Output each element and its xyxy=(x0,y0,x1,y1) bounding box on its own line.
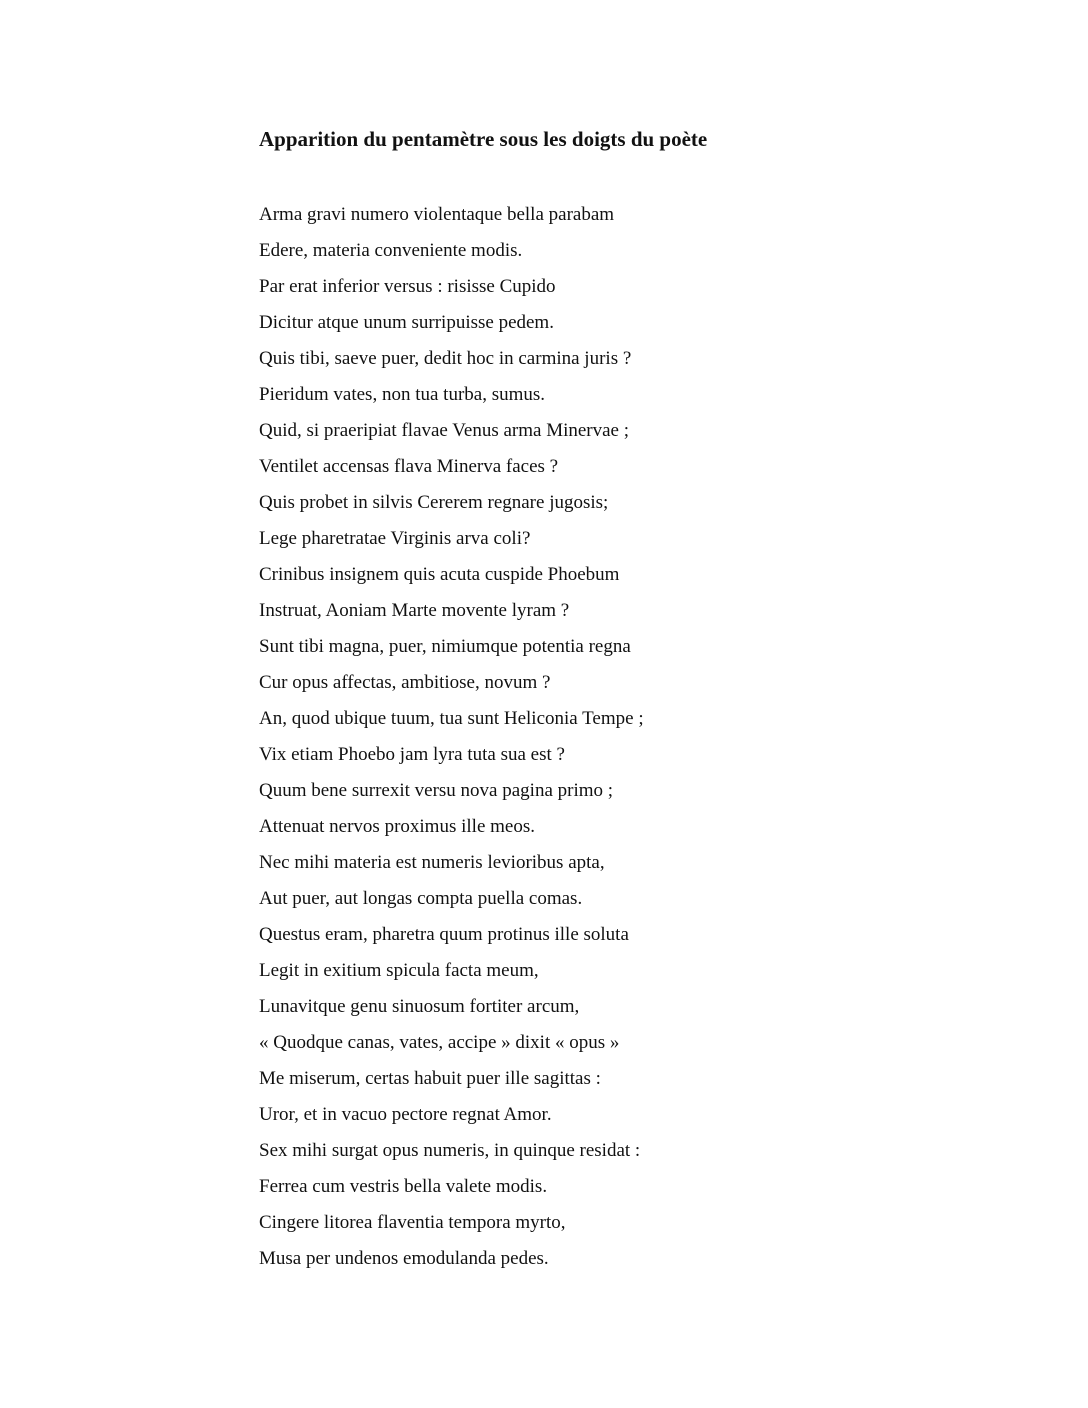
verse-line: Pieridum vates, non tua turba, sumus. xyxy=(259,384,546,405)
verse-line: Edere, materia conveniente modis. xyxy=(259,240,523,261)
verse-line: Legit in exitium spicula facta meum, xyxy=(259,960,539,981)
verse-line: Ventilet accensas flava Minerva faces ? xyxy=(259,456,559,477)
verse-line: Quis tibi, saeve puer, dedit hoc in carmina juris ? xyxy=(259,348,632,369)
verse-line: Lunavitque genu sinuosum fortiter arcum, xyxy=(259,996,580,1017)
verse-line: Sunt tibi magna, puer, nimiumque potentia regna xyxy=(259,636,631,657)
verse-line: Cur opus affectas, ambitiose, novum ? xyxy=(259,672,551,693)
verse-line: Cingere litorea flaventia tempora myrto, xyxy=(259,1212,566,1233)
poem-body xyxy=(259,197,959,1277)
verse-line: Lege pharetratae Virginis arva coli? xyxy=(259,528,531,549)
verse-line: Quid, si praeripiat flavae Venus arma Minervae ; xyxy=(259,420,630,441)
verse-line: Crinibus insignem quis acuta cuspide Phoebum xyxy=(259,564,620,585)
verse-line: Questus eram, pharetra quum protinus ille soluta xyxy=(259,924,629,945)
verse-line: Uror, et in vacuo pectore regnat Amor. xyxy=(259,1104,552,1125)
verse-line: Attenuat nervos proximus ille meos. xyxy=(259,816,535,837)
verse-line: Sex mihi surgat opus numeris, in quinque residat : xyxy=(259,1140,641,1161)
verse-line: Vix etiam Phoebo jam lyra tuta sua est ? xyxy=(259,744,565,765)
verse-line: Ferrea cum vestris bella valete modis. xyxy=(259,1176,548,1197)
verse-line: Instruat, Aoniam Marte movente lyram ? xyxy=(259,600,570,621)
verse-line: Quum bene surrexit versu nova pagina primo ; xyxy=(259,780,614,801)
verse-line: « Quodque canas, vates, accipe » dixit « opus » xyxy=(259,1032,620,1053)
verse-line: Par erat inferior versus : risisse Cupido xyxy=(259,276,556,297)
verse-line: Quis probet in silvis Cererem regnare jugosis; xyxy=(259,492,609,513)
verse-line: Dicitur atque unum surripuisse pedem. xyxy=(259,312,554,333)
page-title: Apparition du pentamètre sous les doigts du poète xyxy=(259,127,708,151)
verse-line: Nec mihi materia est numeris levioribus apta, xyxy=(259,852,605,873)
verse-line: Aut puer, aut longas compta puella comas. xyxy=(259,888,583,909)
verse-line: Musa per undenos emodulanda pedes. xyxy=(259,1248,549,1269)
verse-line: Arma gravi numero violentaque bella parabam xyxy=(259,204,615,225)
verse-line: An, quod ubique tuum, tua sunt Heliconia Tempe ; xyxy=(259,708,644,729)
verse-line: Me miserum, certas habuit puer ille sagittas : xyxy=(259,1068,601,1089)
